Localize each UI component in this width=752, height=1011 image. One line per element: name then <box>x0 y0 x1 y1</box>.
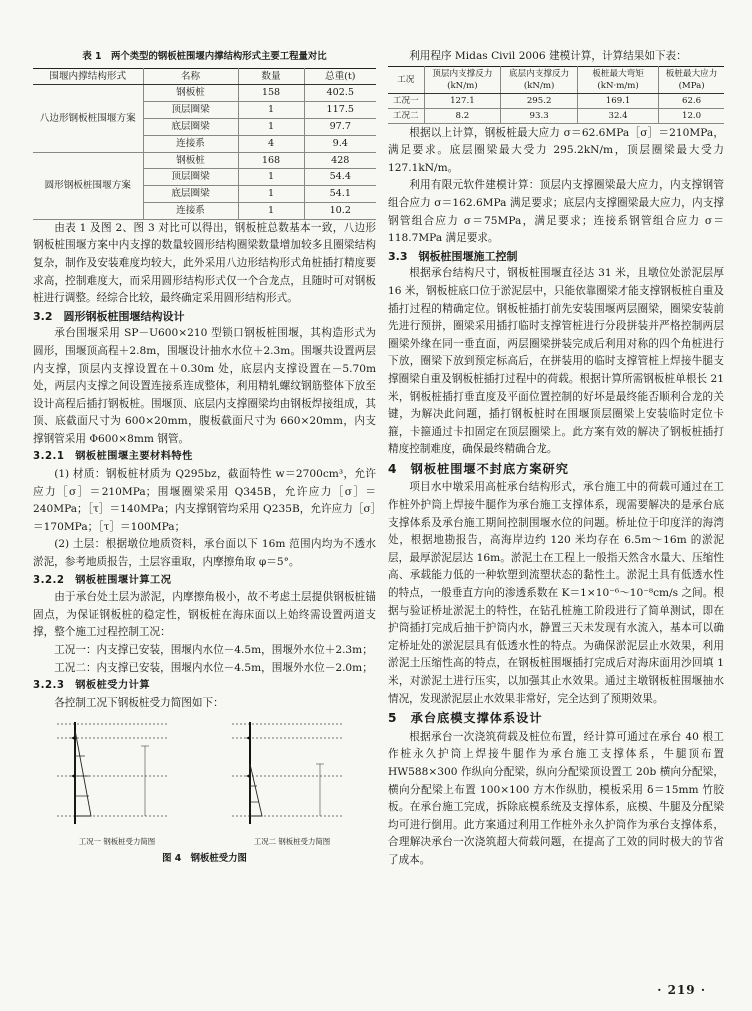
table2-cell: 工况一 <box>388 93 424 108</box>
table-row <box>388 93 724 108</box>
figure-caption: 图 4 钢板桩受力图 <box>162 853 247 865</box>
table1-cell: 顶层圈梁 <box>143 169 238 186</box>
table-row <box>388 108 724 123</box>
table1-cell: 1 <box>238 169 304 186</box>
table1-group-label: 圆形钢板桩围堰方案 <box>33 152 143 219</box>
subsection-heading: 3.2.3 钢板桩受力计算 <box>33 680 151 692</box>
left-column <box>33 48 376 868</box>
figure-left <box>47 716 187 847</box>
right-column <box>388 48 724 870</box>
chapter-heading: 4 钢板桩围堰不封底方案研究 <box>388 461 569 476</box>
table1-header: 数量 <box>238 68 304 85</box>
table1-cell: 428 <box>304 152 376 169</box>
table1-cell: 10.2 <box>304 202 376 219</box>
paragraph: 工况二：内支撑已安装，围堰内水位－4.5m，围堰外水位－2.0m； <box>54 661 373 674</box>
table1 <box>33 68 376 220</box>
table2-cell: 93.3 <box>501 108 578 123</box>
table1-cell: 1 <box>238 118 304 135</box>
table1-cell: 9.4 <box>304 135 376 152</box>
subsection-heading: 3.2.2 钢板桩围堰计算工况 <box>33 574 172 586</box>
table1-header: 总重(t) <box>304 68 376 85</box>
table1-cell: 158 <box>238 85 304 102</box>
table2-cell: 62.6 <box>659 93 724 108</box>
table1-cell: 底层圈梁 <box>143 186 238 203</box>
table1-header: 围堰内撑结构形式 <box>33 68 143 85</box>
table1-cell: 54.4 <box>304 169 376 186</box>
table2-cell: 169.1 <box>578 93 659 108</box>
pile-force-diagram-case2 <box>222 716 362 836</box>
table1-cell: 钢板桩 <box>143 85 238 102</box>
table2-cell: 127.1 <box>424 93 501 108</box>
table2-header: 板桩最大弯矩(kN·m/m) <box>578 66 659 93</box>
paragraph: 各控制工况下钢板桩受力简图如下： <box>54 696 224 709</box>
table2-cell: 295.2 <box>501 93 578 108</box>
figure-left-caption: 工况一 钢板桩受力简图 <box>78 837 156 847</box>
table1-group-label: 八边形钢板桩围堰方案 <box>33 85 143 152</box>
table1-cell: 1 <box>238 202 304 219</box>
table1-cell: 402.5 <box>304 85 376 102</box>
table1-cell: 97.7 <box>304 118 376 135</box>
paragraph: 承台围堰采用 SP－U600×210 型锁口钢板桩围堰，其构造形式为圆形，围堰顶高程＋2.8m，围堰设计抽水水位＋2.3m。围堰共设置两层内支撑，顶层内支撑设置在＋0.30m 处，底层内支撑设置在－5.70m 处，两层内支撑之间设置连接系连成整体，利用精轧螺纹钢筋整体下放至设计高程后插打钢板桩。围堰顶、底层内支撑圈梁均由钢板焊接组成，其顶、底截面尺寸为 600×20mm，腹板截面尺寸为 660×20mm，内支撑钢管采用 Φ600×8mm 钢管。 <box>33 327 376 445</box>
paragraph: 利用程序 Midas Civil 2006 建模计算，计算结果如下表： <box>409 50 687 62</box>
table1-cell: 连接系 <box>143 202 238 219</box>
table1-cell: 54.1 <box>304 186 376 203</box>
subsection-heading: 3.2.1 钢板桩围堰主要材料特性 <box>33 451 193 463</box>
table1-cell: 4 <box>238 135 304 152</box>
table-row <box>33 85 376 102</box>
table2-cell: 8.2 <box>424 108 501 123</box>
paragraph: 利用有限元软件建模计算：顶层内支撑圈梁最大应力，内支撑钢管组合应力 σ＝162.6MPa 满足要求；底层内支撑圈梁最大应力，内支撑钢管组合应力 σ＝75MPa，满足要求；连接系钢管组合应力 σ＝118.7MPa 满足要求。 <box>388 179 724 245</box>
paragraph: 由于承台处土层为淤泥，内摩擦角极小，故不考虑土层提供钢板桩锚固点，为保证钢板桩的稳定性，钢板桩在海床面以上始终需设置两道支撑，整个施工过程控制工况： <box>33 591 376 639</box>
table1-cell: 连接系 <box>143 135 238 152</box>
figure-right-caption: 工况二 钢板桩受力简图 <box>253 837 331 847</box>
table1-cell: 顶层圈梁 <box>143 102 238 119</box>
table2-cell: 12.0 <box>659 108 724 123</box>
pile-force-diagram-case1 <box>47 716 187 836</box>
figure-right <box>222 716 362 847</box>
table2 <box>388 66 724 124</box>
paragraph: 根据承台结构尺寸，钢板桩围堰直径达 31 米，且墩位处淤泥层厚 16 米，钢板桩底口位于淤泥层中，只能依靠圈梁才能支撑钢板桩自重及插打过程的精确定位。钢板桩插打前先安装围堰两层圈梁，圈梁安装前先进行预拼，圈梁采用插打临时支撑管桩进行分段拼装并严格控制两层圈梁外缘在同一垂直面，两层圈梁拼装完成后利用对称的四个角桩进行下放，圈梁下放到预定标高后，在拼装用的临时支撑管桩上焊接牛腿支撑圈梁自重及钢板桩插打过程中的荷载。根据计算所需钢板桩单根长 21 米，钢板桩插打垂直度及平面位置控制的好坏是最终能否顺利合龙的关键，为解决此问题，插打钢板桩时在围堰顶层圈梁上安装临时定位卡箍，卡箍通过卡扣固定在顶层圈梁上。此方案有效的解决了钢板桩插打精度控制难度，确保最终精确合龙。 <box>388 267 724 456</box>
section-heading: 3.2 圆形钢板桩围堰结构设计 <box>33 309 185 323</box>
table1-cell: 168 <box>238 152 304 169</box>
paragraph: (2) 土层：根据墩位地质资料，承台面以下 16m 范围内均为不透水淤泥，参考地质报告，土层容重取，内摩擦角取 φ＝5°。 <box>33 538 376 569</box>
table1-cell: 117.5 <box>304 102 376 119</box>
paragraph: 由表 1 及图 2、图 3 对比可以得出，钢板桩总数基本一致，八边形钢板桩围堰方案中内支撑的数量较圆形结构圈梁数量增加较多且圈梁结构复杂，制作及安装难度均较大，此外采用八边形结构形式角桩插打精度要求高，控制难度大，而采用圆形结构形式仅一个合龙点，且随时可对钢板桩进行调整。经综合比较，最终确定采用圆形结构形式。 <box>33 221 376 305</box>
paragraph: 根据以上计算，钢板桩最大应力 σ＝62.6MPa［σ］＝210MPa，满足要求。底层圈梁最大受力 295.2kN/m，顶层圈梁最大受力 127.1kN/m。 <box>388 126 724 174</box>
table1-cell: 1 <box>238 186 304 203</box>
paragraph: (1) 材质：钢板桩材质为 Q295bz，截面特性 w＝2700cm³，允许应力［σ］＝210MPa；围堰圈梁采用 Q345B，允许应力［σ］＝240MPa；［τ］＝140MPa；内支撑钢管均采用 Q235B，允许应力［σ］＝170MPa；［τ］＝100MPa； <box>33 468 376 533</box>
table1-cell: 1 <box>238 102 304 119</box>
table2-header: 底层内支撑反力(kN/m) <box>501 66 578 93</box>
table-row <box>33 152 376 169</box>
table2-cell: 32.4 <box>578 108 659 123</box>
chapter-heading: 5 承台底模支撑体系设计 <box>388 711 543 726</box>
section-heading: 3.3 钢板桩围堰施工控制 <box>388 249 518 263</box>
table2-cell: 工况二 <box>388 108 424 123</box>
figure-4 <box>33 716 376 847</box>
table1-cell: 底层圈梁 <box>143 118 238 135</box>
paragraph: 工况一：内支撑已安装，围堰内水位－4.5m，围堰外水位＋2.3m； <box>54 644 373 657</box>
table1-cell: 钢板桩 <box>143 152 238 169</box>
table2-header: 顶层内支撑反力(kN/m) <box>424 66 501 93</box>
table1-caption: 表 1 两个类型的钢板桩围堰内撑结构形式主要工程量对比 <box>82 51 327 62</box>
paragraph: 根据承台一次浇筑荷载及桩位布置，经计算可通过在承台 40 根工作桩永久护筒上焊接牛腿作为承台施工支撑体系，牛腿顶布置 HW588×300 作纵向分配梁，纵向分配梁顶设置工 20b 横向分配梁，横向分配梁上布置 100×100 方木作纵肋，模板采用 δ＝15mm 竹胶板。在承台施工完成，拆除底模系统及支撑体系，底模、牛腿及分配梁均可进行倒用。此方案通过利用工作桩外永久护筒作为承台支撑体系，合理解决承台一次浇筑超大荷载问题，在提高了工效的同时极大的节省了成本。 <box>388 730 724 866</box>
table1-header: 名称 <box>143 68 238 85</box>
paragraph: 项目水中墩采用高桩承台结构形式，承台施工中的荷载可通过在工作桩外护筒上焊接牛腿作为承台施工支撑体系，现需要解决的是承台底支撑体系及承台施工期间控制围堰水位的问题。桥址位于印度洋的海湾处，根据地勘报告，高海岸边约 120 米均存在 6.5m～16m 的淤泥层，最厚淤泥层达 16m。淤泥土在工程上一般指天然含水量大、压缩性高、承载能力低的一种软塑到流塑状态的黏性土。淤泥土具有低透水性的特点，一般垂直方向的渗透系数在 K＝1×10⁻⁶～10⁻⁸cm/s 之间。根据与验证桥址淤泥土的特性，在钻孔桩施工阶段进行了简单测试，即在护筒插打完成后抽干护筒内水，静置三天未发现有水流入，基本可以确定桥址处的淤泥层具有低透水性的特点。为确保淤泥层止水效果，利用淤泥土压缩性高的特点，在钢板桩围堰插打完成后对海床面用沙回填 1 米，对淤泥土进行压实，以加强其止水效果。通过主墩钢板桩围堰抽水情况，发现淤泥层止水效果非常好，完全达到了预期效果。 <box>388 481 724 705</box>
page-number: · 219 · <box>657 983 706 997</box>
table2-header: 板桩最大应力(MPa) <box>659 66 724 93</box>
table2-header: 工况 <box>388 66 424 93</box>
